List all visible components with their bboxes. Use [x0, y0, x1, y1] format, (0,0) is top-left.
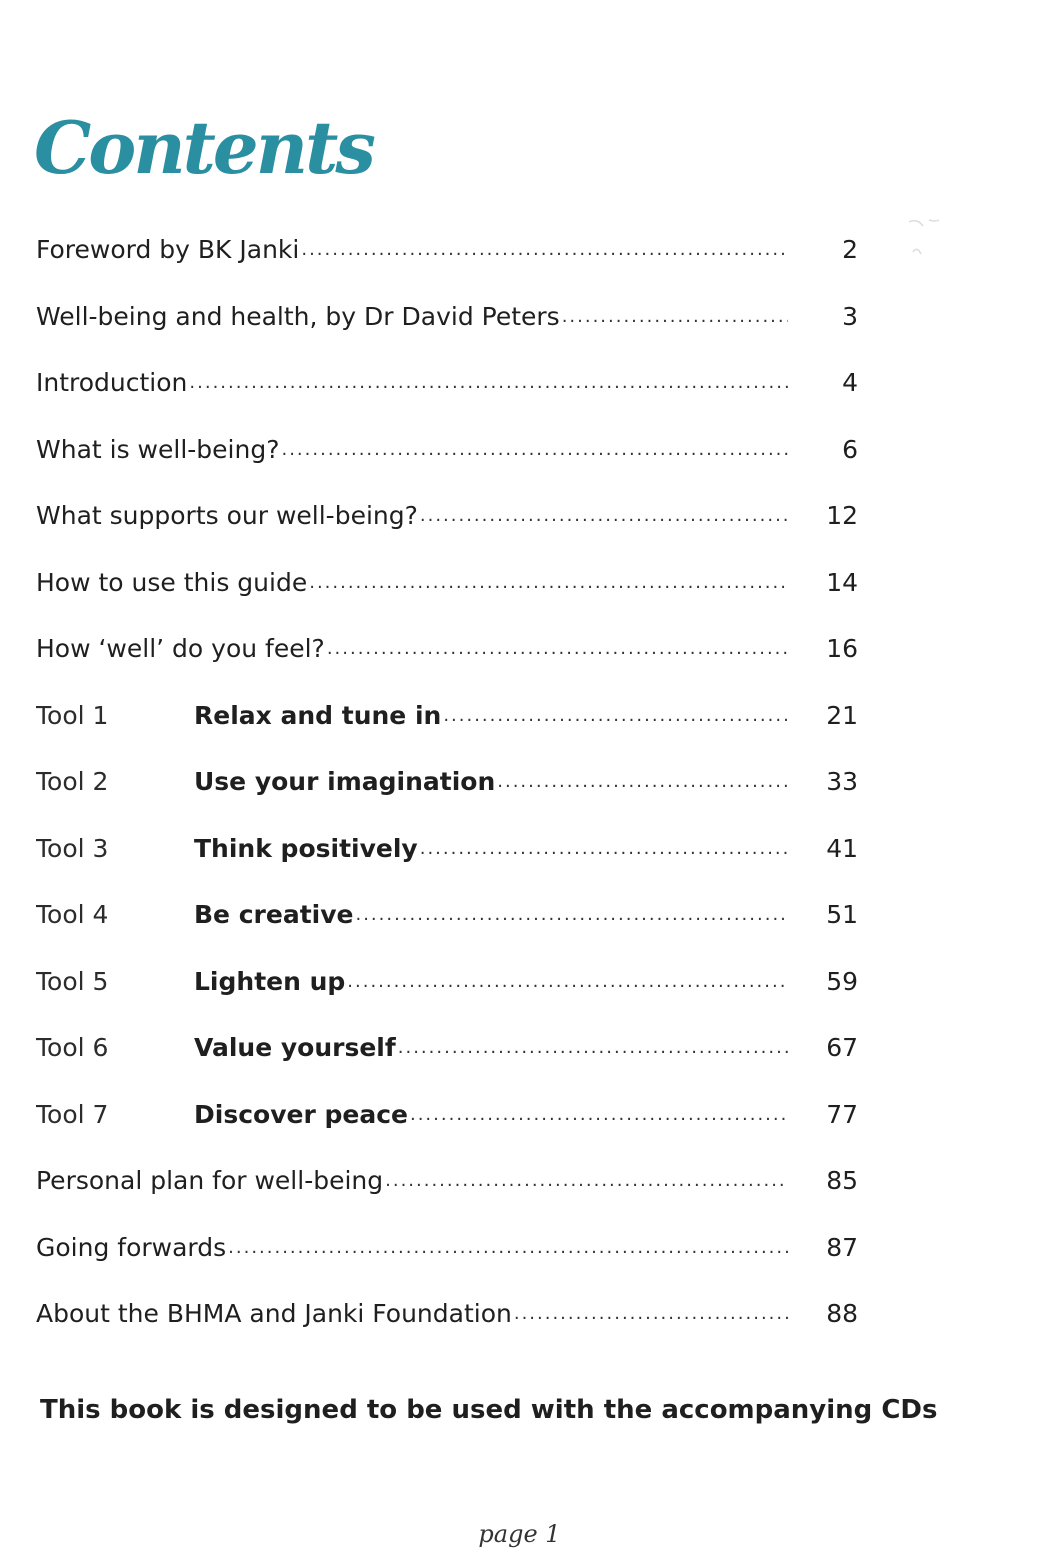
dot-leader	[301, 230, 788, 270]
dot-leader	[309, 563, 788, 603]
toc-entry-label: Lighten up	[194, 966, 346, 996]
toc-entry-lead	[36, 1228, 788, 1268]
dot-leader	[228, 1228, 788, 1268]
toc-page-number: 21	[826, 700, 858, 730]
toc-entry	[36, 762, 866, 829]
toc-entry-lead	[36, 762, 788, 802]
toc-page-number: 59	[826, 966, 858, 996]
toc-entry	[36, 297, 866, 364]
toc-entry-lead	[36, 696, 788, 736]
toc-page-number: 51	[826, 900, 858, 929]
dot-leader	[420, 496, 788, 536]
dot-leader	[410, 1095, 788, 1135]
toc-entry-label: Think positively	[194, 833, 418, 863]
scan-smudge	[899, 212, 959, 282]
toc-entry-lead	[36, 496, 788, 536]
toc-entry	[36, 496, 866, 563]
toc-tool-number: Tool 2	[36, 767, 109, 796]
toc-entry	[36, 363, 866, 430]
toc-entry	[36, 1228, 866, 1295]
toc-page-number: 85	[826, 1166, 858, 1195]
toc-entry	[36, 1161, 866, 1228]
dot-leader	[420, 829, 788, 869]
toc-tool-number: Tool 4	[36, 900, 109, 929]
toc-page-number: 41	[826, 833, 858, 863]
toc-entry-label: About the BHMA and Janki Foundation	[36, 1299, 512, 1328]
toc-entry	[36, 629, 866, 696]
toc-entry-label: What supports our well-being?	[36, 501, 418, 530]
toc-entry-lead	[36, 1095, 788, 1135]
toc-entry-label: Value yourself	[194, 1033, 396, 1062]
toc-tool-number: Tool 1	[36, 700, 109, 730]
dot-leader	[514, 1294, 788, 1334]
dot-leader	[443, 696, 788, 736]
dot-leader	[385, 1161, 788, 1201]
dot-leader	[355, 895, 788, 935]
toc-entry-lead	[36, 629, 788, 669]
toc-entry-lead	[36, 1294, 788, 1334]
toc-page-number: 67	[826, 1033, 858, 1062]
dot-leader	[398, 1028, 788, 1068]
toc-entry	[36, 962, 866, 1029]
toc-page-number: 14	[826, 567, 858, 597]
toc-entry	[36, 895, 866, 962]
toc-page-number: 3	[842, 301, 858, 331]
toc-page-number: 6	[842, 434, 858, 464]
toc-page-number: 87	[826, 1232, 858, 1262]
toc-entry-lead	[36, 829, 788, 869]
toc-tool-number: Tool 5	[36, 966, 109, 996]
toc-page-number: 12	[826, 501, 858, 530]
toc-entry-lead	[36, 430, 788, 470]
toc-page-number: 88	[826, 1299, 858, 1328]
dot-leader	[189, 363, 788, 403]
toc-entry	[36, 563, 866, 630]
toc-tool-number: Tool 6	[36, 1033, 109, 1062]
toc-entry-label: Going forwards	[36, 1232, 227, 1262]
toc-entry-lead	[36, 363, 788, 403]
toc-page-number: 16	[826, 634, 858, 663]
toc-entry	[36, 829, 866, 896]
dot-leader	[497, 762, 788, 802]
toc-entry-lead	[36, 962, 788, 1002]
toc-entry-label: Be creative	[194, 900, 354, 929]
toc-entry-lead	[36, 230, 788, 270]
toc-entry-label: Use your imagination	[194, 767, 496, 796]
dot-leader	[327, 629, 788, 669]
table-of-contents	[36, 230, 866, 1361]
dot-leader	[281, 430, 788, 470]
toc-entry-label: Foreword by BK Janki	[36, 235, 300, 264]
toc-entry-label: Relax and tune in	[194, 700, 442, 730]
page-title: Contents	[34, 105, 373, 190]
toc-entry	[36, 430, 866, 497]
cd-note: This book is designed to be used with the accompanying CDs	[40, 1395, 938, 1425]
toc-entry-label: What is well-being?	[36, 434, 280, 464]
toc-entry-label: How ‘well’ do you feel?	[36, 634, 325, 663]
page-number-footer: page 1	[478, 1520, 561, 1548]
dot-leader	[562, 297, 788, 337]
toc-tool-number: Tool 3	[36, 833, 109, 863]
toc-page-number: 77	[826, 1099, 858, 1129]
toc-entry	[36, 1028, 866, 1095]
toc-entry-label: Introduction	[36, 368, 188, 397]
toc-page-number: 2	[842, 235, 858, 264]
toc-entry-label: Well-being and health, by Dr David Peters	[36, 301, 560, 331]
toc-page-number: 33	[826, 767, 858, 796]
toc-page-number: 4	[842, 368, 858, 397]
toc-entry-lead	[36, 1028, 788, 1068]
toc-entry-label: Discover peace	[194, 1099, 408, 1129]
toc-entry-lead	[36, 1161, 788, 1201]
toc-entry	[36, 696, 866, 763]
toc-entry	[36, 1294, 866, 1361]
toc-entry	[36, 230, 866, 297]
toc-tool-number: Tool 7	[36, 1099, 109, 1129]
dot-leader	[347, 962, 788, 1002]
toc-entry-lead	[36, 297, 788, 337]
toc-entry-lead	[36, 895, 788, 935]
toc-entry-label: Personal plan for well-being	[36, 1166, 384, 1195]
toc-entry-label: How to use this guide	[36, 567, 308, 597]
toc-entry-lead	[36, 563, 788, 603]
toc-entry	[36, 1095, 866, 1162]
